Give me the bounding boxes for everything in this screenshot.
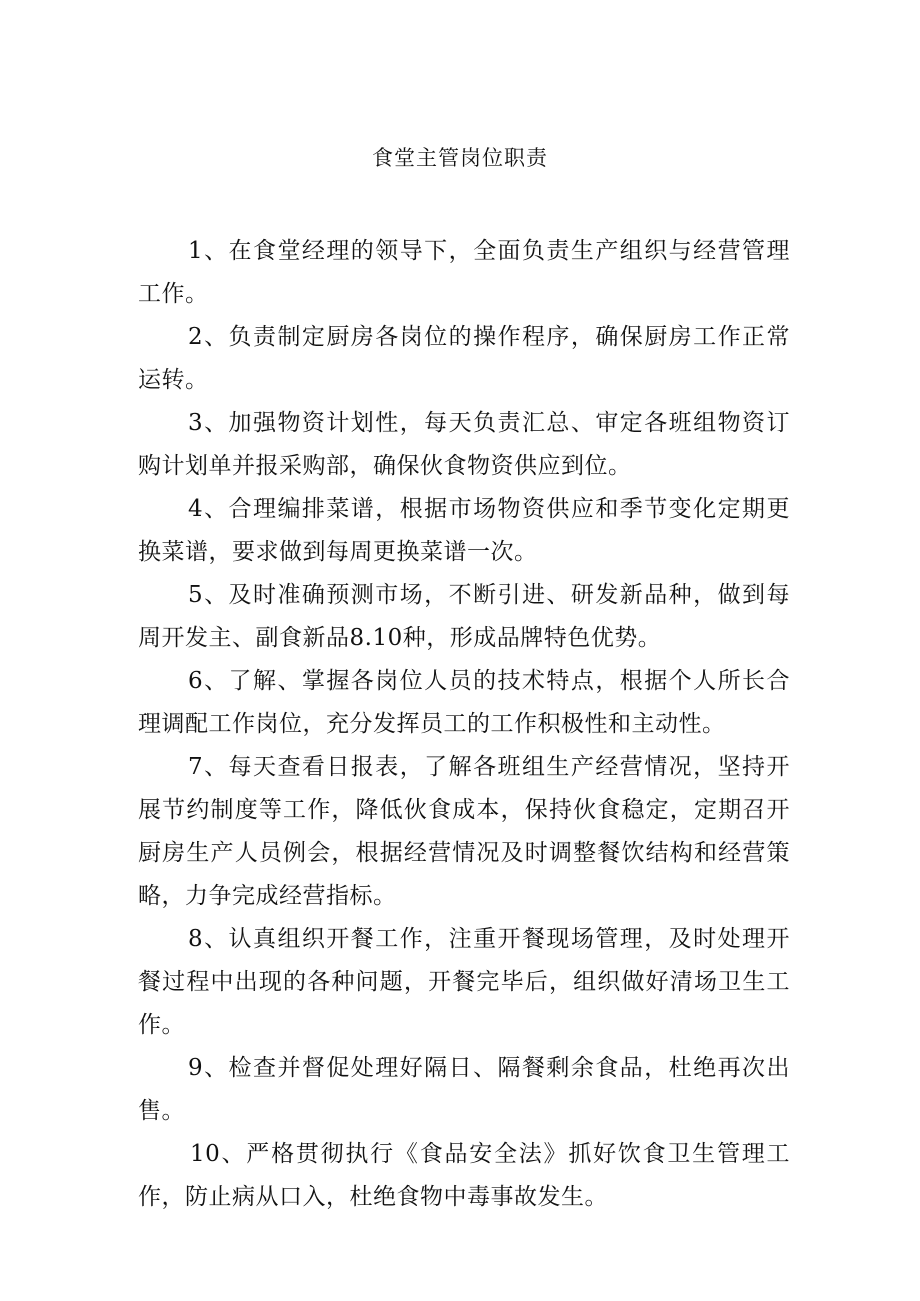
document-body xyxy=(138,230,790,1219)
duty-item-9: 9、检查并督促处理好隔日、隔餐剩余食品，杜绝再次出售。 xyxy=(138,1055,790,1124)
duty-item-5: 5、及时准确预测市场，不断引进、研发新品种，做到每周开发主、副食新品8.10种，形成品牌特色优势。 xyxy=(138,582,790,651)
duty-item-7: 7、每天查看日报表，了解各班组生产经营情况，坚持开展节约制度等工作，降低伙食成本，保持伙食稳定，定期召开厨房生产人员例会，根据经营情况及时调整餐饮结构和经营策略，力争完成经营指标。 xyxy=(138,754,790,909)
duty-item-8: 8、认真组织开餐工作，注重开餐现场管理，及时处理开餐过程中出现的各种问题，开餐完毕后，组织做好清场卫生工作。 xyxy=(138,926,790,1038)
duty-item-4: 4、合理编排菜谱，根据市场物资供应和季节变化定期更换菜谱，要求做到每周更换菜谱一次。 xyxy=(138,496,790,565)
duty-item-10: 10、严格贯彻执行《食品安全法》抓好饮食卫生管理工作，防止病从口入，杜绝食物中毒事故发生。 xyxy=(138,1141,790,1210)
document-title: 食堂主管岗位职责 xyxy=(372,146,548,170)
duty-item-1: 1、在食堂经理的领导下，全面负责生产组织与经营管理工作。 xyxy=(138,238,790,307)
duty-item-6: 6、了解、掌握各岗位人员的技术特点，根据个人所长合理调配工作岗位，充分发挥员工的工作积极性和主动性。 xyxy=(138,668,790,737)
duty-item-3: 3、加强物资计划性，每天负责汇总、审定各班组物资订购计划单并报采购部，确保伙食物资供应到位。 xyxy=(138,410,790,479)
duty-item-2: 2、负责制定厨房各岗位的操作程序，确保厨房工作正常运转。 xyxy=(138,324,790,393)
